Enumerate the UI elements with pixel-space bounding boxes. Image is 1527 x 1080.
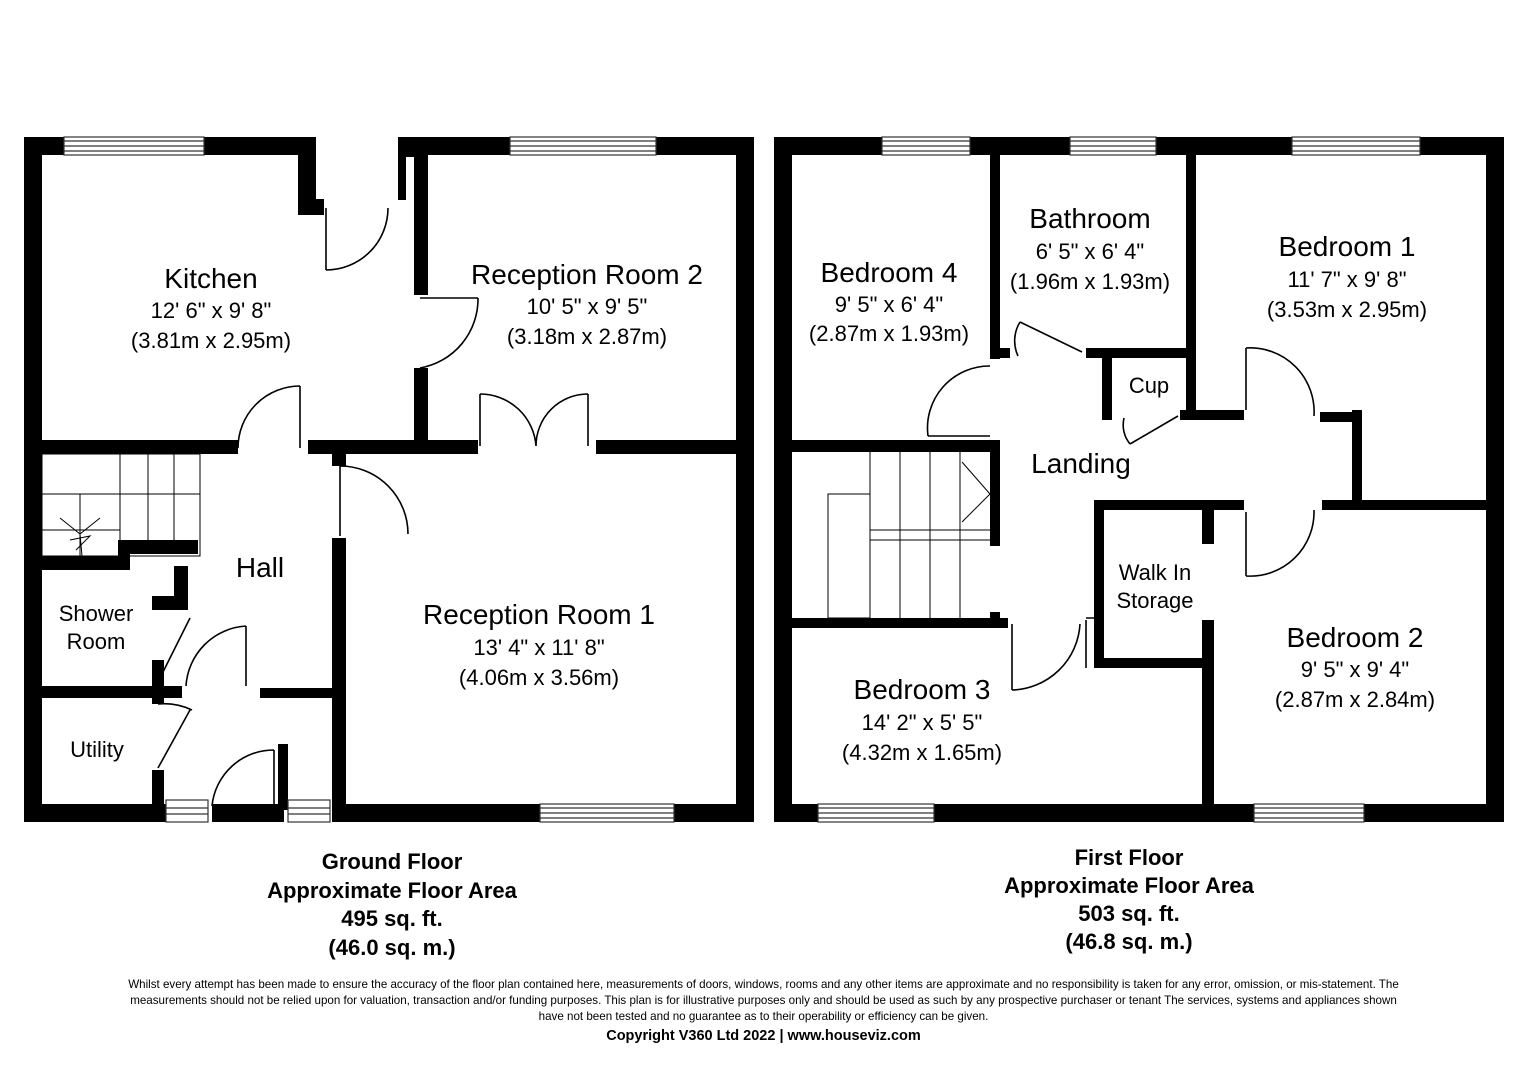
ground-caption-title: Ground Floor [321,849,463,874]
shower-room-label-line2: Room [66,629,126,654]
ground-wall-bottom-left [24,804,166,822]
bedroom3-north-wall [792,618,1008,628]
bathroom-window [1070,137,1156,155]
ground-caption-sqft: 495 sq. ft. [341,906,443,931]
reception2-dim-imperial: 10' 5" x 9' 5" [526,294,648,319]
first-room-labels [809,203,1435,765]
ground-windows [64,137,674,822]
reception2-label: Reception Room 2 [471,259,703,290]
shower-room-label-line1: Shower [58,601,134,626]
landing-label: Landing [1031,448,1131,479]
copyright: Copyright V360 Ltd 2022 | www.houseviz.com [606,1028,921,1044]
reception1-label: Reception Room 1 [423,599,655,630]
reception1-dim-metric: (4.06m x 3.56m) [458,665,620,690]
kitchen-hall-door [238,386,300,448]
reception-double-door [480,394,588,446]
cupboard-label: Cup [1128,373,1170,398]
ground-mid-wall [42,440,238,454]
bedroom4-window [882,137,970,155]
bedroom4-dim-imperial: 9' 5" x 6' 4" [834,292,944,317]
ground-caption-sqm: (46.0 sq. m.) [328,935,456,960]
storage-door [1086,618,1094,668]
reception2-window [510,137,656,155]
ground-caption-subtitle: Approximate Floor Area [267,878,517,903]
cupboard-door [1123,416,1178,444]
cupboard-wall [1102,348,1112,420]
reception2-dim-metric: (3.18m x 2.87m) [506,324,668,349]
first-caption-title: First Floor [1074,845,1184,870]
reception1-door [340,466,408,536]
disclaimer-line-1: Whilst every attempt has been made to ensure the accuracy of the floor plan contained here, measurements of doors, windows, rooms and any other items are approximate and no responsibility is taken for any error, omission, or mis-statement. The [128,978,1399,991]
utility-window [166,800,208,822]
first-stairs [828,452,990,618]
storage-label-line1: Walk In [1118,560,1192,585]
bedroom3-door [1012,624,1080,690]
ground-wall-bottom-mid [212,804,284,822]
bedroom4-door [927,366,990,436]
stair-wall [42,556,122,570]
first-caption-sqm: (46.8 sq. m.) [1065,929,1193,954]
reception2-door [420,298,478,368]
first-wall-right [1486,137,1504,822]
reception1-dim-imperial: 13' 4" x 11' 8" [473,635,605,660]
ground-floor-caption [267,849,518,960]
hall-label: Hall [235,552,285,583]
reception2-west-wall [414,137,428,295]
front-door [212,750,274,806]
disclaimer [55,977,1472,1025]
bedroom1-dim-imperial: 11' 7" x 9' 8" [1287,267,1407,292]
utility-wall [152,770,164,810]
ground-wall-left [24,137,42,822]
bedroom1-dim-metric: (3.53m x 2.95m) [1266,297,1428,322]
first-caption-sqft: 503 sq. ft. [1078,901,1180,926]
hall-window [288,800,330,822]
bathroom-east-wall [1186,137,1196,415]
bedroom3-label: Bedroom 3 [853,674,991,705]
storage-north-wall [1094,500,1244,510]
reception1-window [540,804,674,822]
disclaimer-line-2: measurements should not be relied upon for valuation, transaction and/or funding purposes. This plan is for illustrative purposes only and should be used as such by any prospective purchaser or tenant The services, systems and appliances shown [130,994,1397,1007]
bedroom2-dim-metric: (2.87m x 2.84m) [1274,687,1436,712]
first-wall-left [774,137,792,822]
kitchen-dim-metric: (3.81m x 2.95m) [130,328,292,353]
utility-door [158,704,192,768]
bedroom2-west-wall [1202,620,1214,810]
bedroom4-south-wall [792,440,1000,452]
reception1-west-wall [332,538,346,822]
storage-label-line2: Storage [1116,588,1194,613]
bedroom2-door [1246,510,1314,576]
kitchen-dim-imperial: 12' 6" x 9' 8" [150,298,272,323]
bathroom-dim-imperial: 6' 5" x 6' 4" [1035,239,1145,264]
bedroom3-dim-imperial: 14' 2" x 5' 5" [861,710,983,735]
bedroom1-door [1246,348,1314,416]
bathroom-door [1015,322,1082,356]
bedroom3-dim-metric: (4.32m x 1.65m) [841,740,1003,765]
first-caption-subtitle: Approximate Floor Area [1004,873,1254,898]
bedroom2-window [1254,804,1364,822]
shower-room-door [158,618,246,686]
bedroom4-east-wall [990,137,1000,359]
kitchen-label: Kitchen [164,263,258,294]
bedroom1-window [1292,137,1420,155]
bedroom4-label: Bedroom 4 [820,257,958,288]
kitchen-passage-door [326,208,388,270]
kitchen-window [64,137,204,155]
ground-floor-plan [24,137,754,822]
stair-east-wall [990,440,1000,546]
bedroom4-dim-metric: (2.87m x 1.93m) [808,321,970,346]
utility-label: Utility [70,737,124,762]
bedroom1-south-wall [1352,410,1362,510]
bedroom2-label: Bedroom 2 [1286,622,1424,653]
bedroom3-window [818,804,934,822]
disclaimer-line-3: have not been tested and no guarantee as to their operability or efficiency can be given. [538,1010,989,1023]
ground-wall-right [736,137,754,822]
bedroom2-dim-imperial: 9' 5" x 9' 4" [1300,657,1410,682]
bedroom1-label: Bedroom 1 [1278,231,1416,262]
bathroom-label: Bathroom [1029,203,1151,234]
first-floor-caption [1004,845,1255,954]
bathroom-dim-metric: (1.96m x 1.93m) [1009,269,1171,294]
